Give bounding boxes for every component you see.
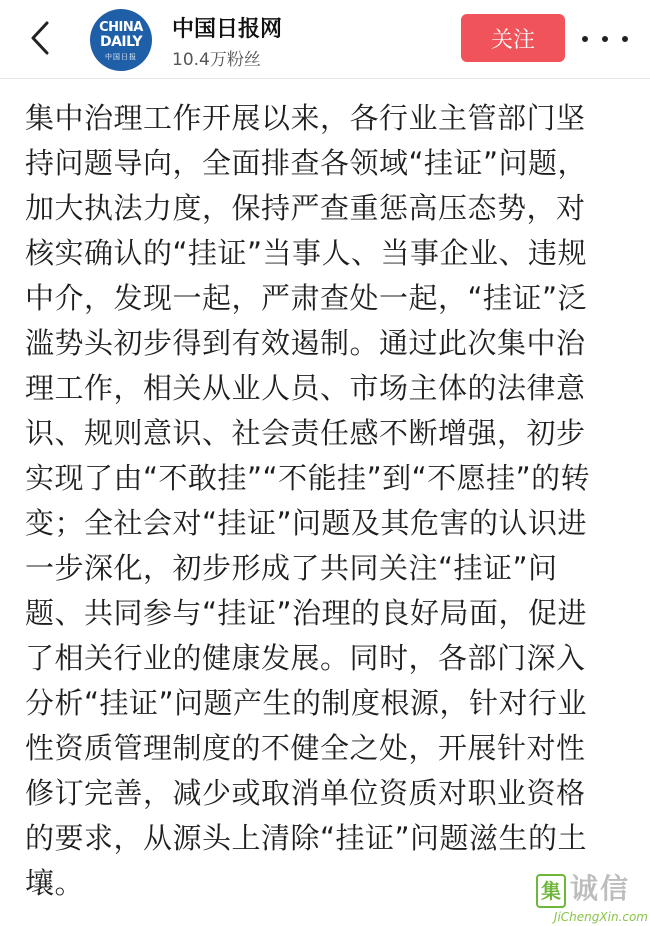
watermark-url: JiChengXin.com bbox=[553, 910, 648, 924]
article-line: 实现了由“不敢挂”“不能挂”到“不愿挂”的转 bbox=[25, 461, 591, 495]
account-name[interactable]: 中国日报网 bbox=[172, 17, 283, 42]
avatar[interactable] bbox=[90, 9, 152, 71]
article-line: 加大执法力度，保持严查重惩高压态势，对 bbox=[25, 191, 586, 225]
watermark-logo-icon: 集 bbox=[536, 874, 566, 908]
article-line: 集中治理工作开展以来，各行业主管部门坚 bbox=[25, 101, 586, 135]
article-line: 持问题导向，全面排查各领域“挂证”问题， bbox=[25, 146, 588, 180]
article-line: 一步深化，初步形成了共同关注“挂证”问 bbox=[25, 551, 558, 585]
article-line: 识、规则意识、社会责任感不断增强，初步 bbox=[25, 416, 586, 450]
more-horizontal-icon bbox=[582, 36, 588, 42]
back-button[interactable] bbox=[18, 16, 62, 60]
article-line: 壤。 bbox=[25, 866, 85, 900]
article-line: 修订完善，减少或取消单位资质对职业资格 bbox=[25, 776, 586, 810]
top-bar bbox=[0, 0, 650, 79]
avatar-logo-line1: CHINA bbox=[99, 20, 143, 35]
avatar-logo-line2: DAILY bbox=[99, 34, 143, 50]
article-line: 核实确认的“挂证”当事人、当事企业、违规 bbox=[25, 236, 588, 270]
article-line: 的要求，从源头上清除“挂证”问题滋生的土 bbox=[25, 821, 588, 855]
article-line: 性资质管理制度的不健全之处，开展针对性 bbox=[25, 731, 586, 765]
article-line: 了相关行业的健康发展。同时，各部门深入 bbox=[25, 641, 586, 675]
more-horizontal-icon-dot bbox=[602, 36, 608, 42]
watermark-text: 诚信 bbox=[570, 872, 631, 905]
article-line: 滥势头初步得到有效遏制。通过此次集中治 bbox=[25, 326, 586, 360]
article-body bbox=[25, 96, 631, 906]
article-line: 变；全社会对“挂证”问题及其危害的认识进 bbox=[25, 506, 588, 540]
more-options-button[interactable] bbox=[582, 22, 628, 56]
follow-button[interactable]: 关注 bbox=[461, 14, 565, 62]
more-horizontal-icon-dot bbox=[622, 36, 628, 42]
follower-count: 10.4万粉丝 bbox=[172, 50, 261, 70]
avatar-logo-line3: 中国日报 bbox=[105, 53, 137, 61]
article-line: 理工作，相关从业人员、市场主体的法律意 bbox=[25, 371, 586, 405]
article-line: 中介，发现一起，严肃查处一起，“挂证”泛 bbox=[25, 281, 588, 315]
article-line: 分析“挂证”问题产生的制度根源，针对行业 bbox=[25, 686, 588, 720]
site-watermark bbox=[536, 872, 648, 926]
article-line: 题、共同参与“挂证”治理的良好局面，促进 bbox=[25, 596, 588, 630]
chevron-left-icon bbox=[29, 20, 51, 56]
